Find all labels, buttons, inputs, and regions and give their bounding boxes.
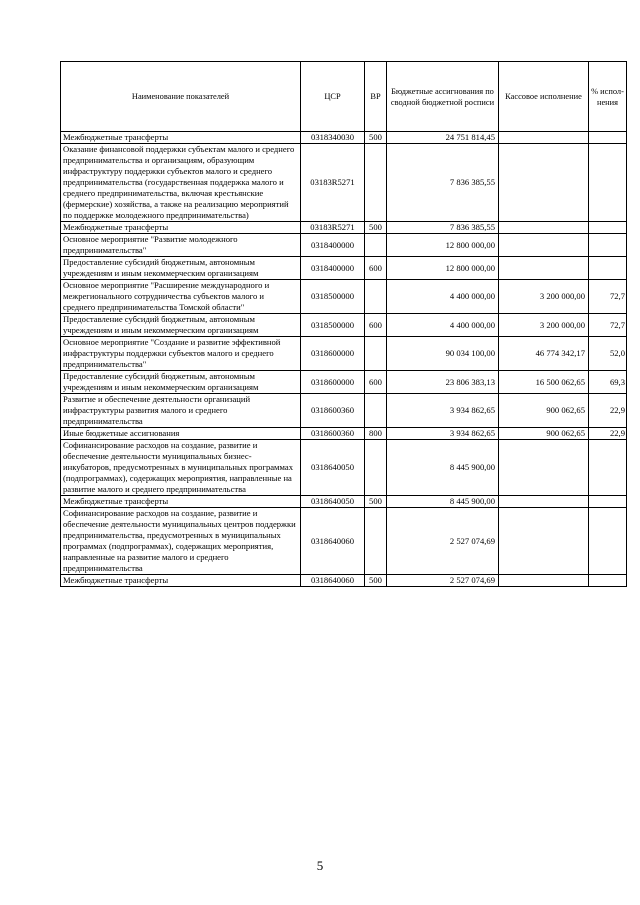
cell-csr-code: 0318640060 (301, 508, 365, 575)
cell-csr-code: 0318600000 (301, 371, 365, 394)
cell-cash-execution (499, 440, 589, 496)
cell-percent-execution: 22,9 (589, 394, 627, 428)
table-row (61, 428, 627, 440)
cell-cash-execution (499, 222, 589, 234)
cell-allocation: 3 934 862,65 (387, 428, 499, 440)
cell-cash-execution (499, 144, 589, 222)
cell-allocation: 7 836 385,55 (387, 144, 499, 222)
cell-allocation: 23 806 383,13 (387, 371, 499, 394)
cell-cash-execution: 16 500 062,65 (499, 371, 589, 394)
cell-vr-code: 600 (365, 371, 387, 394)
table-row (61, 234, 627, 257)
cell-indicator-name: Предоставление субсидий бюджетным, автономным учреждениям и иным некоммерческим организациям (61, 371, 301, 394)
table-row (61, 440, 627, 496)
header-csr: ЦСР (301, 62, 365, 132)
cell-allocation: 8 445 900,00 (387, 496, 499, 508)
cell-cash-execution: 3 200 000,00 (499, 280, 589, 314)
cell-csr-code: 0318600000 (301, 337, 365, 371)
table-row (61, 132, 627, 144)
table-row (61, 222, 627, 234)
cell-indicator-name: Развитие и обеспечение деятельности организаций инфраструктуры развития малого и среднего предпринимательства (61, 394, 301, 428)
cell-cash-execution (499, 132, 589, 144)
header-name: Наименование показателей (61, 62, 301, 132)
cell-indicator-name: Межбюджетные трансферты (61, 496, 301, 508)
table-row (61, 257, 627, 280)
cell-percent-execution (589, 144, 627, 222)
cell-vr-code (365, 280, 387, 314)
cell-indicator-name: Софинансирование расходов на создание, развитие и обеспечение деятельности муниципальных бизнес-инкубаторов, предусмотренных в муниципальных программах (подпрограммах), содержащих мероприятия, направленные на развитие малого и среднего предпринимательства (61, 440, 301, 496)
cell-csr-code: 03183R5271 (301, 144, 365, 222)
header-cash-execution: Кассовое исполнение (499, 62, 589, 132)
cell-csr-code: 0318600360 (301, 394, 365, 428)
header-allocations: Бюджетные ассигнования по сводной бюджетной росписи (387, 62, 499, 132)
cell-csr-code: 0318500000 (301, 314, 365, 337)
cell-vr-code: 500 (365, 496, 387, 508)
cell-indicator-name: Оказание финансовой поддержки субъектам малого и среднего предпринимательства и организациям, образующим инфраструктуру поддержки субъектов малого и среднего предпринимательства (государственная поддержка малого и среднего предпринимательства, включая крестьянские (фермерские) хозяйства, а также на реализацию мероприятий по поддержке молодежного предпринимательства) (61, 144, 301, 222)
cell-percent-execution: 52,0 (589, 337, 627, 371)
cell-vr-code: 800 (365, 428, 387, 440)
cell-cash-execution (499, 508, 589, 575)
header-percent-execution: % испол-нения (589, 62, 627, 132)
cell-percent-execution: 72,7 (589, 280, 627, 314)
cell-allocation: 4 400 000,00 (387, 314, 499, 337)
cell-csr-code: 0318640050 (301, 496, 365, 508)
table-row (61, 337, 627, 371)
cell-allocation: 12 800 000,00 (387, 234, 499, 257)
cell-percent-execution (589, 222, 627, 234)
cell-cash-execution (499, 496, 589, 508)
cell-percent-execution (589, 440, 627, 496)
header-row (61, 62, 627, 132)
budget-execution-table (60, 61, 627, 587)
cell-percent-execution: 72,7 (589, 314, 627, 337)
cell-csr-code: 0318500000 (301, 280, 365, 314)
cell-cash-execution: 3 200 000,00 (499, 314, 589, 337)
cell-vr-code (365, 144, 387, 222)
cell-allocation: 12 800 000,00 (387, 257, 499, 280)
cell-percent-execution (589, 257, 627, 280)
cell-csr-code: 0318640060 (301, 575, 365, 587)
cell-indicator-name: Межбюджетные трансферты (61, 222, 301, 234)
cell-percent-execution (589, 575, 627, 587)
cell-allocation: 3 934 862,65 (387, 394, 499, 428)
cell-vr-code (365, 440, 387, 496)
table-row (61, 314, 627, 337)
page-number: 5 (316, 858, 324, 873)
cell-percent-execution: 69,3 (589, 371, 627, 394)
cell-indicator-name: Иные бюджетные ассигнования (61, 428, 301, 440)
cell-percent-execution: 22,9 (589, 428, 627, 440)
table-row (61, 575, 627, 587)
table-row (61, 508, 627, 575)
cell-indicator-name: Основное мероприятие "Развитие молодежного предпринимательства" (61, 234, 301, 257)
cell-vr-code (365, 394, 387, 428)
table-row (61, 371, 627, 394)
table-row (61, 144, 627, 222)
cell-vr-code: 500 (365, 575, 387, 587)
table-row (61, 280, 627, 314)
cell-cash-execution: 900 062,65 (499, 394, 589, 428)
cell-indicator-name: Межбюджетные трансферты (61, 575, 301, 587)
table-row (61, 394, 627, 428)
cell-vr-code (365, 234, 387, 257)
cell-percent-execution (589, 234, 627, 257)
cell-allocation: 2 527 074,69 (387, 575, 499, 587)
cell-indicator-name: Предоставление субсидий бюджетным, автономным учреждениям и иным некоммерческим организациям (61, 257, 301, 280)
cell-indicator-name: Основное мероприятие "Расширение международного и межрегионального сотрудничества субъектов малого и среднего предпринимательства Томской области" (61, 280, 301, 314)
cell-allocation: 7 836 385,55 (387, 222, 499, 234)
cell-cash-execution (499, 234, 589, 257)
table-body (61, 132, 627, 587)
cell-percent-execution (589, 508, 627, 575)
cell-csr-code: 0318640050 (301, 440, 365, 496)
cell-indicator-name: Софинансирование расходов на создание, развитие и обеспечение деятельности муниципальных центров поддержки предпринимательства, предусмотренных в муниципальных программах (подпрограммах), содержащих мероприятия, направленные на развитие малого и среднего предпринимательства (61, 508, 301, 575)
table-row (61, 496, 627, 508)
cell-indicator-name: Межбюджетные трансферты (61, 132, 301, 144)
cell-vr-code: 500 (365, 222, 387, 234)
cell-vr-code (365, 508, 387, 575)
cell-csr-code: 03183R5271 (301, 222, 365, 234)
cell-csr-code: 0318400000 (301, 257, 365, 280)
cell-cash-execution: 46 774 342,17 (499, 337, 589, 371)
cell-allocation: 90 034 100,00 (387, 337, 499, 371)
cell-allocation: 2 527 074,69 (387, 508, 499, 575)
cell-csr-code: 0318340030 (301, 132, 365, 144)
cell-allocation: 8 445 900,00 (387, 440, 499, 496)
cell-cash-execution: 900 062,65 (499, 428, 589, 440)
cell-vr-code: 600 (365, 257, 387, 280)
cell-allocation: 4 400 000,00 (387, 280, 499, 314)
cell-csr-code: 0318600360 (301, 428, 365, 440)
cell-vr-code (365, 337, 387, 371)
cell-cash-execution (499, 257, 589, 280)
cell-csr-code: 0318400000 (301, 234, 365, 257)
cell-indicator-name: Основное мероприятие "Создание и развитие эффективной инфраструктуры поддержки субъектов малого и среднего предпринимательства" (61, 337, 301, 371)
header-vr: ВР (365, 62, 387, 132)
cell-vr-code: 500 (365, 132, 387, 144)
cell-cash-execution (499, 575, 589, 587)
cell-indicator-name: Предоставление субсидий бюджетным, автономным учреждениям и иным некоммерческим организациям (61, 314, 301, 337)
cell-percent-execution (589, 132, 627, 144)
cell-allocation: 24 751 814,45 (387, 132, 499, 144)
cell-vr-code: 600 (365, 314, 387, 337)
cell-percent-execution (589, 496, 627, 508)
